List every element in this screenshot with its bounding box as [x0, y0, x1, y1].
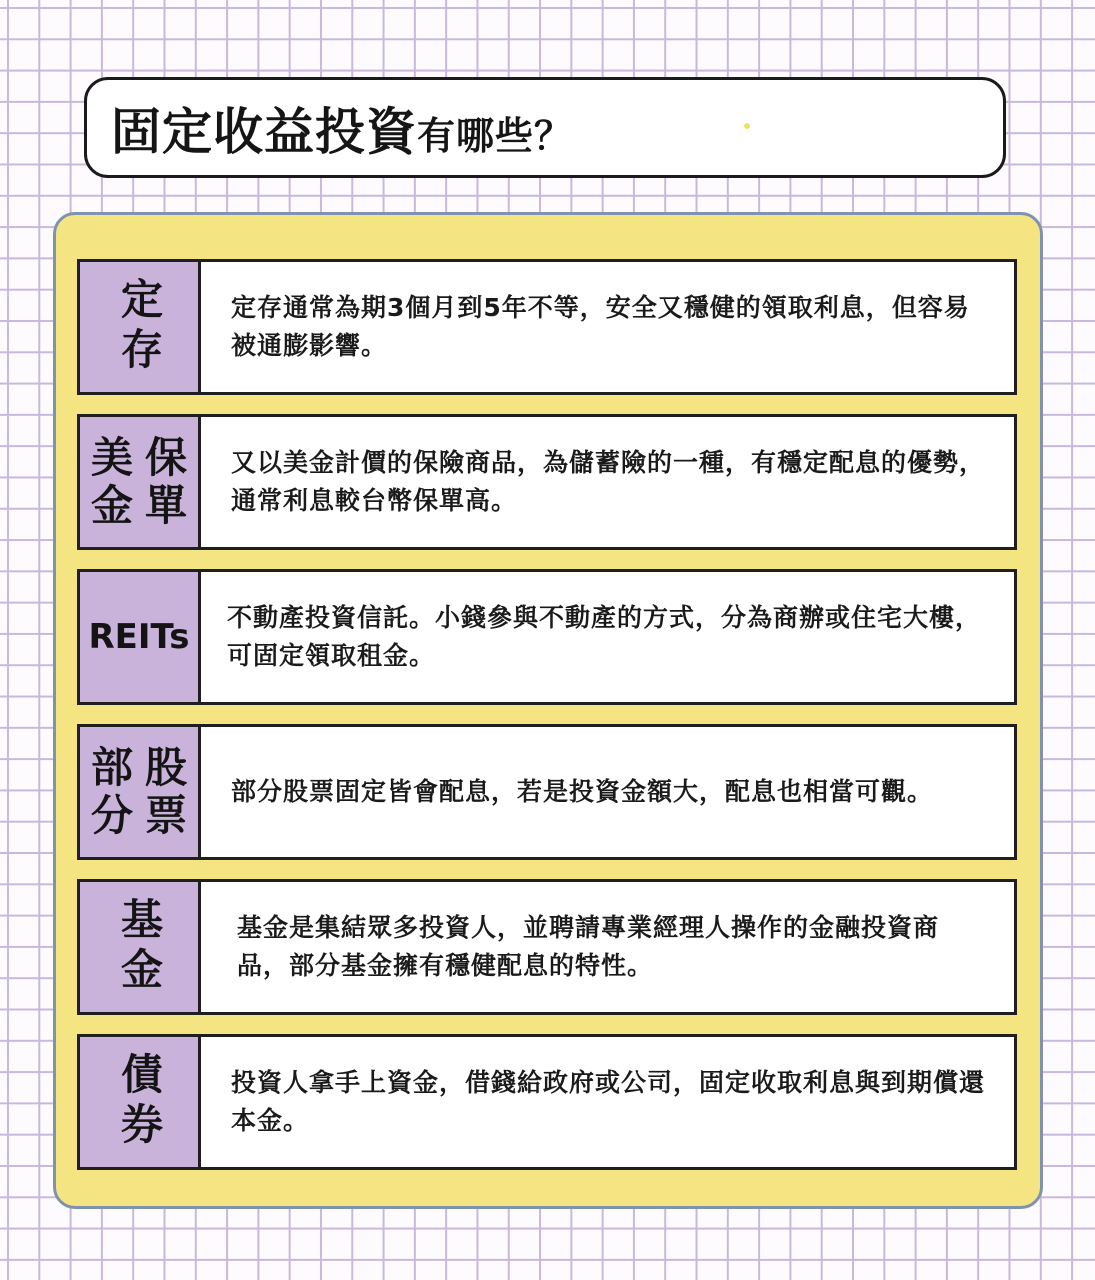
label-char: 分 — [90, 791, 133, 840]
item-label-cell — [80, 1037, 201, 1167]
item-row-reits — [77, 569, 1017, 705]
item-label — [88, 744, 190, 840]
item-row-funds — [77, 879, 1017, 1015]
item-description: 不動產投資信託。小錢參與不動產的方式，分為商辦或住宅大樓，可固定領取租金。 — [227, 603, 982, 670]
item-description-cell — [201, 572, 1014, 702]
label-char: 債 — [115, 1052, 164, 1102]
item-description-cell — [201, 262, 1014, 392]
item-description: 又以美金計價的保險商品，為儲蓄險的一種，有穩定配息的優勢，通常利息較台幣保單高。 — [231, 448, 986, 515]
label-char: 定 — [115, 277, 164, 327]
label-char: 票 — [144, 791, 187, 840]
item-label — [115, 1052, 164, 1152]
item-description: 定存通常為期3個月到5年不等，安全又穩健的領取利息，但容易被通膨影響。 — [231, 293, 970, 360]
item-row-dividend-stocks — [77, 724, 1017, 860]
item-label-cell — [80, 572, 201, 702]
item-row-fixed-deposit — [77, 259, 1017, 395]
item-label — [115, 897, 164, 997]
page-title — [111, 92, 573, 164]
label-char: 基 — [115, 897, 164, 947]
item-label-cell — [80, 727, 201, 857]
item-description-cell — [201, 727, 1014, 857]
item-description: 部分股票固定皆會配息，若是投資金額大，配息也相當可觀。 — [231, 777, 934, 806]
label-char: 單 — [144, 481, 187, 530]
title-sub: 有哪些？ — [417, 113, 574, 158]
label-char: 金 — [115, 947, 164, 997]
item-description-cell — [201, 417, 1014, 547]
title-banner — [84, 77, 1006, 178]
label-char: 部 — [90, 743, 133, 792]
item-description: 基金是集結眾多投資人，並聘請專業經理人操作的金融投資商品，部分基金擁有穩健配息的特性。 — [237, 913, 940, 980]
item-label: REITs — [88, 617, 190, 657]
label-char: 券 — [115, 1102, 164, 1152]
item-description-cell — [201, 1037, 1014, 1167]
item-row-usd-insurance — [77, 414, 1017, 550]
item-label-cell — [80, 417, 201, 547]
label-char: 保 — [144, 433, 187, 482]
label-char: 存 — [115, 327, 164, 377]
item-label-cell — [80, 262, 201, 392]
decorative-dot — [744, 123, 750, 129]
item-description-cell — [201, 882, 1014, 1012]
item-label — [115, 277, 164, 377]
label-char: 金 — [90, 481, 133, 530]
item-description: 投資人拿手上資金，借錢給政府或公司，固定收取利息與到期償還本金。 — [231, 1068, 986, 1135]
label-char: 股 — [144, 743, 187, 792]
item-row-bonds — [77, 1034, 1017, 1170]
item-label-cell — [80, 882, 201, 1012]
title-main: 固定收益投資 — [111, 102, 417, 161]
label-char: 美 — [90, 433, 133, 482]
item-label — [88, 434, 190, 530]
